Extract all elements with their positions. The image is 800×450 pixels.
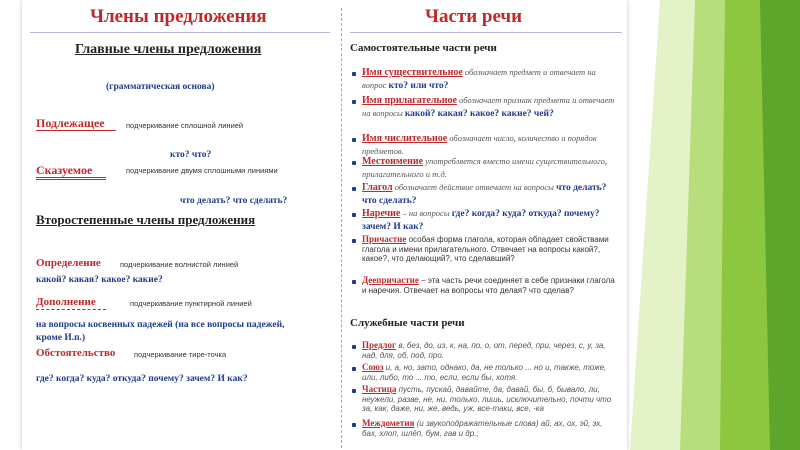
- adverbial-note: подчеркивание тире-точка: [134, 350, 227, 359]
- left-title: Члены предложения: [90, 6, 267, 27]
- numeral-item: [362, 133, 618, 156]
- subject-questions: кто? что?: [170, 150, 212, 160]
- gerund-term: Деепричастие: [362, 275, 419, 285]
- secondary-members-heading: Второстепенные члены предложения: [36, 212, 256, 227]
- numeral-term: Имя числительное: [362, 133, 448, 144]
- preposition-desc: в, без, до, из, к, на, по, о, от, перед, при, через, с, у, за, над, для, об, под, про.: [362, 341, 606, 360]
- main-members-heading: Главные члены предложения: [75, 42, 262, 57]
- adverb-item: [362, 208, 618, 234]
- attribute-questions: какой? какая? какое? какие?: [36, 275, 163, 285]
- adjective-desc: обозначает признак предмета и отвечает на вопросы: [362, 95, 615, 118]
- object-note: подчеркивание пунктирной линией: [130, 299, 252, 308]
- bullet-icon: [352, 213, 356, 217]
- grammatical-basis-label: (грамматическая основа): [106, 82, 215, 92]
- left-title-rule: [30, 32, 330, 33]
- bullet-icon: [352, 138, 356, 142]
- attribute-term: Определение: [36, 257, 101, 269]
- participle-desc: особая форма глагола, которая обладает свойствами глагола и имени прилагательного. Отвечает на вопросы какой?, какое?, что делающий?, что сделавший?: [362, 235, 609, 264]
- adverbial-questions: где? когда? куда? откуда? почему? зачем? И как?: [36, 374, 248, 384]
- numeral-desc: обозначает число, количество и порядок предметов.: [362, 133, 597, 156]
- verb-desc: обозначает действие отвечает на вопросы: [394, 182, 554, 192]
- noun-term: Имя существительное: [362, 67, 463, 78]
- bullet-icon: [352, 280, 356, 284]
- bullet-icon: [352, 345, 356, 349]
- interjection-term: Междометия: [362, 418, 415, 428]
- object-questions: на вопросы косвенных падежей (на все вопросы падежей,: [36, 320, 285, 330]
- predicate-term: Сказуемое: [36, 163, 93, 177]
- predicate-underline-1: [36, 177, 106, 178]
- verb-item: [362, 182, 618, 208]
- participle-item: [362, 234, 618, 264]
- pronoun-item: [362, 156, 618, 179]
- particle-term: Частица: [362, 384, 397, 394]
- bullet-icon: [352, 187, 356, 191]
- adverbial-term: Обстоятельство: [36, 347, 116, 359]
- subject-term: Подлежащее: [36, 116, 105, 130]
- bullet-icon: [352, 161, 356, 165]
- right-title: Части речи: [425, 6, 523, 27]
- gerund-item: [362, 275, 618, 295]
- predicate-note: подчеркивание двумя сплошными линиями: [126, 166, 278, 175]
- worksheet: [22, 0, 627, 450]
- bullet-icon: [352, 100, 356, 104]
- adverb-desc: – на вопросы: [402, 208, 450, 218]
- interjection-item: [362, 418, 618, 438]
- interjection-desc: (и звукоподражательные слова) ай, ах, ох, эй, эх, бах, хлоп, шлёп, бум, гав и др.;: [362, 419, 603, 438]
- adverb-term: Наречие: [362, 208, 401, 219]
- adjective-questions: какой? какая? какое? какие? чей?: [404, 108, 554, 119]
- adjective-item: [362, 95, 618, 120]
- conjunction-item: [362, 362, 618, 382]
- predicate-questions: что делать? что сделать?: [180, 196, 288, 206]
- decorative-background: [620, 0, 800, 450]
- bullet-icon: [352, 423, 356, 427]
- subject-underline: [36, 130, 116, 131]
- right-title-rule: [350, 32, 622, 33]
- participle-term: Причастие: [362, 234, 407, 244]
- noun-item: [362, 67, 618, 92]
- column-divider: [341, 8, 342, 448]
- verb-questions: что делать? что сделать?: [362, 183, 607, 206]
- independent-parts-heading: Самостоятельные части речи: [350, 42, 497, 54]
- conjunction-term: Союз: [362, 362, 384, 372]
- adverb-questions: где? когда? куда? откуда? почему? зачем? И как?: [362, 209, 600, 232]
- verb-term: Глагол: [362, 182, 393, 193]
- particle-desc: пусть, пускай, давайте, да, давай, бы, б, бывало, ли, неужели, разве, не, ни, только, лишь, исключительно, почти что за, как, даже, ни, же, ведь, уж, все-таки, все, -ка: [362, 385, 612, 414]
- service-parts-heading: Служебные части речи: [350, 317, 465, 329]
- noun-questions: кто? или что?: [388, 80, 449, 91]
- object-underline: [36, 309, 106, 311]
- attribute-note: подчеркивание волнистой линией: [120, 260, 239, 269]
- pronoun-desc: употребляется вместо имени существительного, прилагательного и т.д.: [362, 156, 608, 179]
- conjunction-desc: и, а, но, зато, однако, да, не только ... но и, также, тоже, или, либо, то ... то, если, если бы, хотя.: [362, 363, 607, 382]
- pronoun-term: Местоимение: [362, 156, 424, 167]
- bullet-icon: [352, 367, 356, 371]
- subject-note: подчеркивание сплошной линией: [126, 121, 244, 130]
- bullet-icon: [352, 239, 356, 243]
- preposition-item: [362, 340, 618, 360]
- noun-desc: обозначает предмет и отвечает на вопрос: [362, 67, 596, 90]
- object-questions-2: кроме И.п.): [36, 333, 86, 343]
- predicate-underline-2: [36, 179, 106, 180]
- bullet-icon: [352, 389, 356, 393]
- bullet-icon: [352, 72, 356, 76]
- adjective-term: Имя прилагательное: [362, 95, 457, 106]
- preposition-term: Предлог: [362, 340, 397, 350]
- object-term: Дополнение: [36, 296, 96, 308]
- particle-item: [362, 384, 618, 414]
- gerund-desc: – эта часть речи соединяет в себе признаки глагола и наречия. Отвечает на вопросы что делая? что сделав?: [362, 276, 615, 295]
